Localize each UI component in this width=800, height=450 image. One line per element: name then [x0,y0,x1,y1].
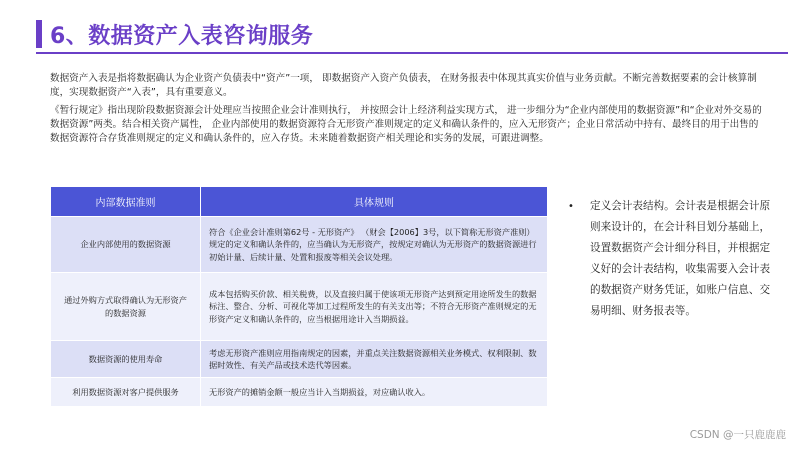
table-header-row [51,187,548,217]
table-row [51,217,548,273]
data-rules-table [50,186,548,407]
watermark: CSDN @一只鹿鹿鹿 [689,429,786,441]
row-rule-text: 成本包括购买价款、相关税费，以及直接归属于使该项无形资产达到预定用途所发生的数据标注、整合、分析、可视化等加工过程所发生的有关支出等；不符合无形资产准则规定的无形资产定义和确认条件的，应当根据用途计入当期损益。 [201,273,548,341]
intro-paragraph-1: 数据资产入表是指将数据确认为企业资产负债表中“资产”一项， 即数据资产入资产负债表， 在财务报表中体现其真实价值与业务贡献。不断完善数据要素的会计核算制度，实现数据资产“入表”，具有重要意义。 [50,73,757,98]
row-standard-name: 通过外购方式取得确认为无形资产的数据资源 [51,273,201,341]
row-rule-text: 无形资产的摊销金额一般应当计入当期损益，对应确认收入。 [201,378,548,407]
table-row [51,378,548,407]
intro-paragraph-2: 《暂行规定》指出现阶段数据资源会计处理应当按照企业会计准则执行， 并按照会计上经济利益实现方式， 进一步细分为“企业内部使用的数据资源”和“企业对外交易的数据资源”两类。结合相关资产属性， 企业内部使用的数据资源符合无形资产准则规定的定义和确认条件的，应入无形资产；企业日常活动中持有、最终目的用于出售的数据资源符合存货准则规定的定义和确认条件的，应入存货。未来随着数据资产相关理论和实务的发展，可跟进调整。 [50,105,762,144]
table-header-rule: 具体规则 [201,187,548,217]
page-title: 6、数据资产入表咨询服务 [50,23,314,49]
row-standard-name: 企业内部使用的数据资源 [51,217,201,273]
row-rule-text: 符合《企业会计准则第62号 - 无形资产》 （财会【2006】3号，以下简称无形资产准则）规定的定义和确认条件的，应当确认为无形资产，按规定对确认为无形资产的数据资源进行初始计量、后续计量、处置和报废等相关会议处理。 [201,217,548,273]
title-accent-bar [36,20,42,48]
side-note-text: 定义会计表结构。会计表是根据会计原则来设计的，在会计科目划分基础上，设置数据资产会计细分科目，并根据定义好的会计表结构，收集需要入会计表的数据资产财务凭证，如账户信息、交易明细、财务报表等。 [590,200,771,317]
page-header [36,16,788,52]
table-row [51,273,548,341]
bullet-icon: • [568,201,574,212]
title-divider [36,52,788,54]
table-header-standard: 内部数据准则 [51,187,201,217]
row-standard-name: 数据资源的使用寿命 [51,341,201,378]
side-note [568,196,778,322]
row-rule-text: 考虑无形资产准则应用指南规定的因素，并重点关注数据资源相关业务模式、权利限制、数据时效性、有关产品或技术迭代等因素。 [201,341,548,378]
row-standard-name: 利用数据资源对客户提供服务 [51,378,201,407]
table-row [51,341,548,378]
